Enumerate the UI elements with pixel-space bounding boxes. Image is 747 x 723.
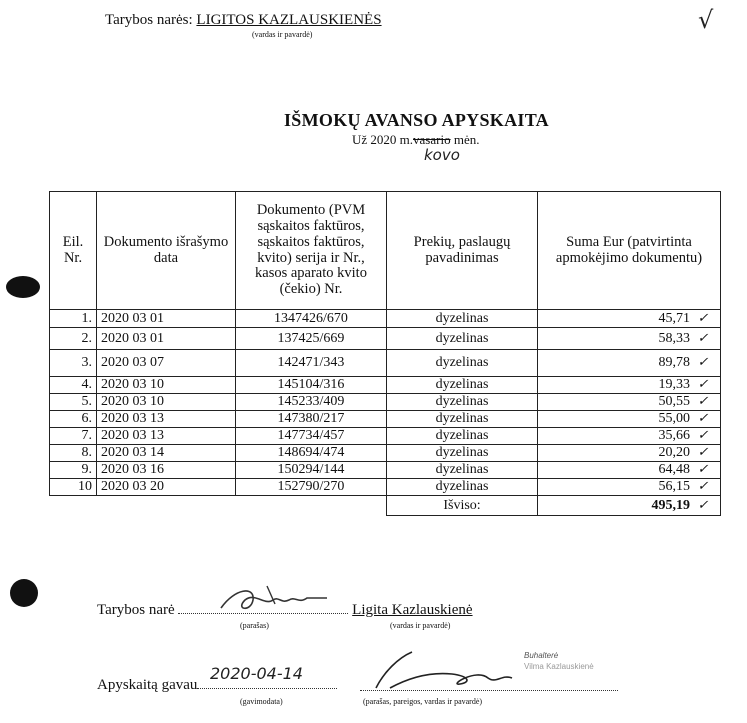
advance-report-table [49,191,721,516]
stamp-name: Vilma Kazlauskienė [524,662,594,671]
check-mark-icon: ✓ [697,376,709,392]
row-sum: 20,20 [658,445,690,461]
header-sum: Suma Eur (patvirtinta apmokėjimo dokumentu) [538,192,721,310]
header-document: Dokumento (PVM sąskaitos faktūros, sąskaitos faktūros, kvito) serija ir Nr., kasos aparato kvito (čekio) Nr. [236,192,387,310]
ink-blot [6,276,40,298]
row-number: 8. [50,445,97,462]
row-sum-cell [538,428,721,445]
row-number: 2. [50,328,97,350]
row-document: 1347426/670 [236,310,387,328]
row-item: dyzelinas [387,394,538,411]
row-date: 2020 03 16 [97,462,236,479]
row-date: 2020 03 13 [97,428,236,445]
row-sum-cell [538,377,721,394]
table-row [50,328,721,350]
row-number: 3. [50,350,97,377]
row-item: dyzelinas [387,328,538,350]
report-period [352,132,479,148]
table-row [50,462,721,479]
row-document: 150294/144 [236,462,387,479]
row-item: dyzelinas [387,310,538,328]
stamp-title: Buhalterė [524,651,559,660]
row-sum-cell [538,479,721,496]
page-title: IŠMOKŲ AVANSO APYSKAITA [284,110,549,130]
empty-cell [50,496,97,516]
table-row [50,479,721,496]
row-sum: 35,66 [658,428,690,444]
row-document: 152790/270 [236,479,387,496]
row-number: 1. [50,310,97,328]
member-header [105,12,382,29]
row-date: 2020 03 20 [97,479,236,496]
row-sum: 55,00 [658,411,690,427]
received-date: 2020-04-14 [210,664,303,683]
row-sum: 45,71 [658,310,690,326]
table-row [50,350,721,377]
row-document: 142471/343 [236,350,387,377]
row-date: 2020 03 07 [97,350,236,377]
row-number: 7. [50,428,97,445]
row-date: 2020 03 01 [97,328,236,350]
table-row [50,310,721,328]
member-caption: (vardas ir pavardė) [252,30,313,39]
row-sum-cell [538,445,721,462]
row-sum: 19,33 [658,377,690,393]
total-label: Išviso: [387,496,538,516]
check-mark-icon: √ [698,6,714,34]
check-mark-icon: ✓ [697,427,709,443]
table-row [50,428,721,445]
table-row [50,394,721,411]
name-caption: (vardas ir pavardė) [390,621,451,630]
row-sum-cell [538,350,721,377]
row-item: dyzelinas [387,462,538,479]
row-date: 2020 03 13 [97,411,236,428]
row-document: 148694/474 [236,445,387,462]
row-sum: 89,78 [658,355,690,371]
empty-cell [97,496,236,516]
row-number: 5. [50,394,97,411]
signature-caption: (parašas) [240,621,269,630]
total-row [50,496,721,516]
row-number: 4. [50,377,97,394]
row-date: 2020 03 10 [97,394,236,411]
row-sum-cell [538,462,721,479]
period-suffix: mėn. [453,132,480,147]
row-sum: 64,48 [658,462,690,478]
header-date: Dokumento išrašymo data [97,192,236,310]
check-mark-icon: ✓ [697,496,709,512]
signature-member-label: Tarybos narė [97,602,175,618]
row-item: dyzelinas [387,377,538,394]
check-mark-icon: ✓ [697,444,709,460]
row-sum-cell [538,310,721,328]
empty-cell [236,496,387,516]
row-sum: 56,15 [658,479,690,495]
handwritten-month: kovo [424,146,460,164]
row-item: dyzelinas [387,350,538,377]
row-item: dyzelinas [387,479,538,496]
row-date: 2020 03 14 [97,445,236,462]
receiver-signature [372,648,532,694]
received-label: Apyskaitą gavau [97,677,198,693]
ink-blot [10,579,38,607]
check-mark-icon: ✓ [697,354,709,370]
row-sum-cell [538,328,721,350]
header-nr: Eil. Nr. [50,192,97,310]
check-mark-icon: ✓ [697,461,709,477]
row-sum-cell [538,411,721,428]
row-number: 9. [50,462,97,479]
row-item: dyzelinas [387,428,538,445]
row-document: 147380/217 [236,411,387,428]
row-document: 145233/409 [236,394,387,411]
row-document: 137425/669 [236,328,387,350]
check-mark-icon: ✓ [697,478,709,494]
signature-member-name: Ligita Kazlauskienė [352,602,473,618]
table-header-row [50,192,721,310]
member-label: Tarybos narės: [105,12,193,28]
table-row [50,411,721,428]
total-value: 495,19 [651,497,690,513]
header-item: Prekių, paslaugų pavadinimas [387,192,538,310]
table-row [50,377,721,394]
member-signature [215,582,335,618]
row-number: 10 [50,479,97,496]
receiver-caption: (parašas, pareigos, vardas ir pavardė) [363,697,483,706]
row-date: 2020 03 01 [97,310,236,328]
member-name: LIGITOS KAZLAUSKIENĖS [196,12,382,28]
row-document: 145104/316 [236,377,387,394]
row-sum-cell [538,394,721,411]
row-date: 2020 03 10 [97,377,236,394]
check-mark-icon: ✓ [697,329,709,345]
date-caption: (gavimodata) [240,697,283,706]
check-mark-icon: ✓ [697,309,709,325]
total-cell [538,496,721,516]
period-prefix: Už 2020 m. [352,132,414,147]
row-item: dyzelinas [387,445,538,462]
check-mark-icon: ✓ [697,410,709,426]
row-sum: 50,55 [658,394,690,410]
row-item: dyzelinas [387,411,538,428]
struck-month: vasario [413,132,451,147]
table-row [50,445,721,462]
row-sum: 58,33 [658,330,690,346]
check-mark-icon: ✓ [697,393,709,409]
row-number: 6. [50,411,97,428]
row-document: 147734/457 [236,428,387,445]
